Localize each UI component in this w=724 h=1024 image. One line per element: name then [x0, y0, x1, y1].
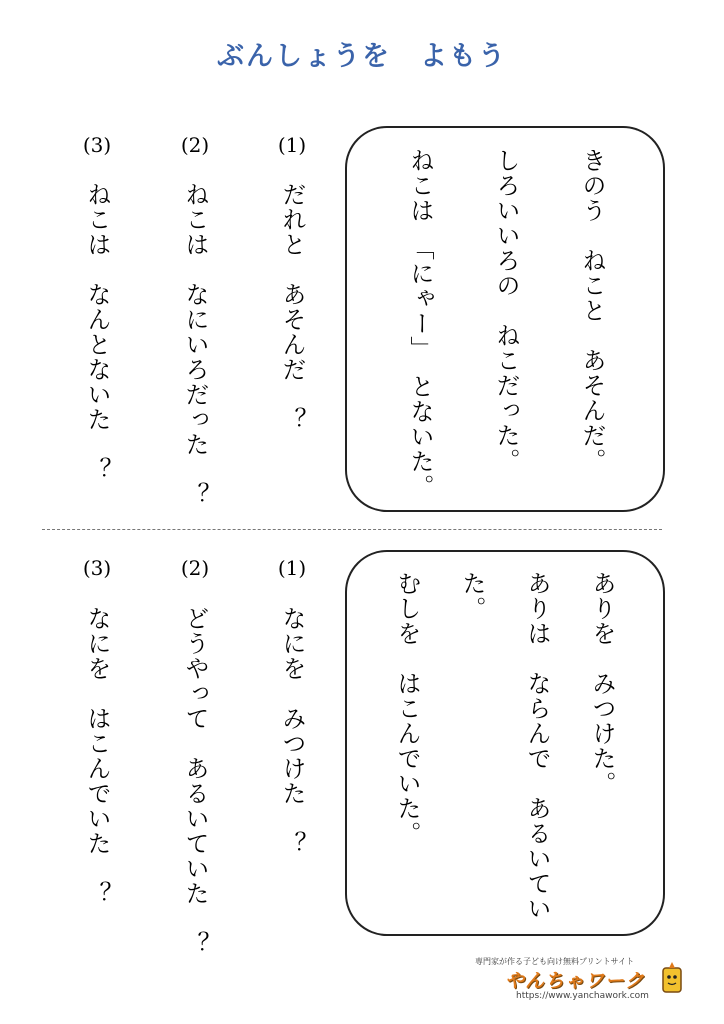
question-1-1-number: (1) [277, 133, 307, 157]
section-divider [42, 529, 662, 530]
mascot-icon [660, 962, 684, 996]
question-2-3-number: (3) [82, 556, 112, 580]
passage-1-line-2: しろいいろの ねこだった。 [492, 148, 520, 473]
question-2-1-number: (1) [277, 556, 307, 580]
question-1-3-number: (3) [82, 133, 112, 157]
question-1-2: ねこは なにいろだった ？ [181, 182, 209, 507]
question-1-2-number: (2) [180, 133, 210, 157]
passage-2-line-2: ありは ならんで あるいてい [523, 571, 551, 921]
question-2-2-number: (2) [180, 556, 210, 580]
passage-2-line-4: むしを はこんでいた。 [393, 571, 421, 846]
question-2-2: どうやって あるいていた ？ [181, 606, 209, 956]
passage-1-line-3: ねこは 「にゃー」 とないた。 [406, 148, 434, 499]
footer-tagline: 専門家が作る子ども向け無料プリントサイト [475, 957, 635, 966]
page-title: ぶんしょうを よもう [217, 41, 507, 72]
question-1-3: ねこは なんとないた ？ [83, 182, 111, 482]
question-1-1: だれと あそんだ ？ [278, 182, 306, 432]
passage-2-line-3: た。 [458, 571, 486, 621]
question-2-1: なにを みつけた ？ [278, 606, 306, 856]
site-url: https://www.yanchawork.com [516, 991, 649, 1001]
passage-1-line-1: きのう ねこと あそんだ。 [578, 148, 606, 473]
question-2-3: なにを はこんでいた ？ [83, 606, 111, 906]
passage-2-line-1: ありを みつけた。 [588, 571, 616, 796]
site-logo: やんちゃワーク [505, 970, 646, 992]
